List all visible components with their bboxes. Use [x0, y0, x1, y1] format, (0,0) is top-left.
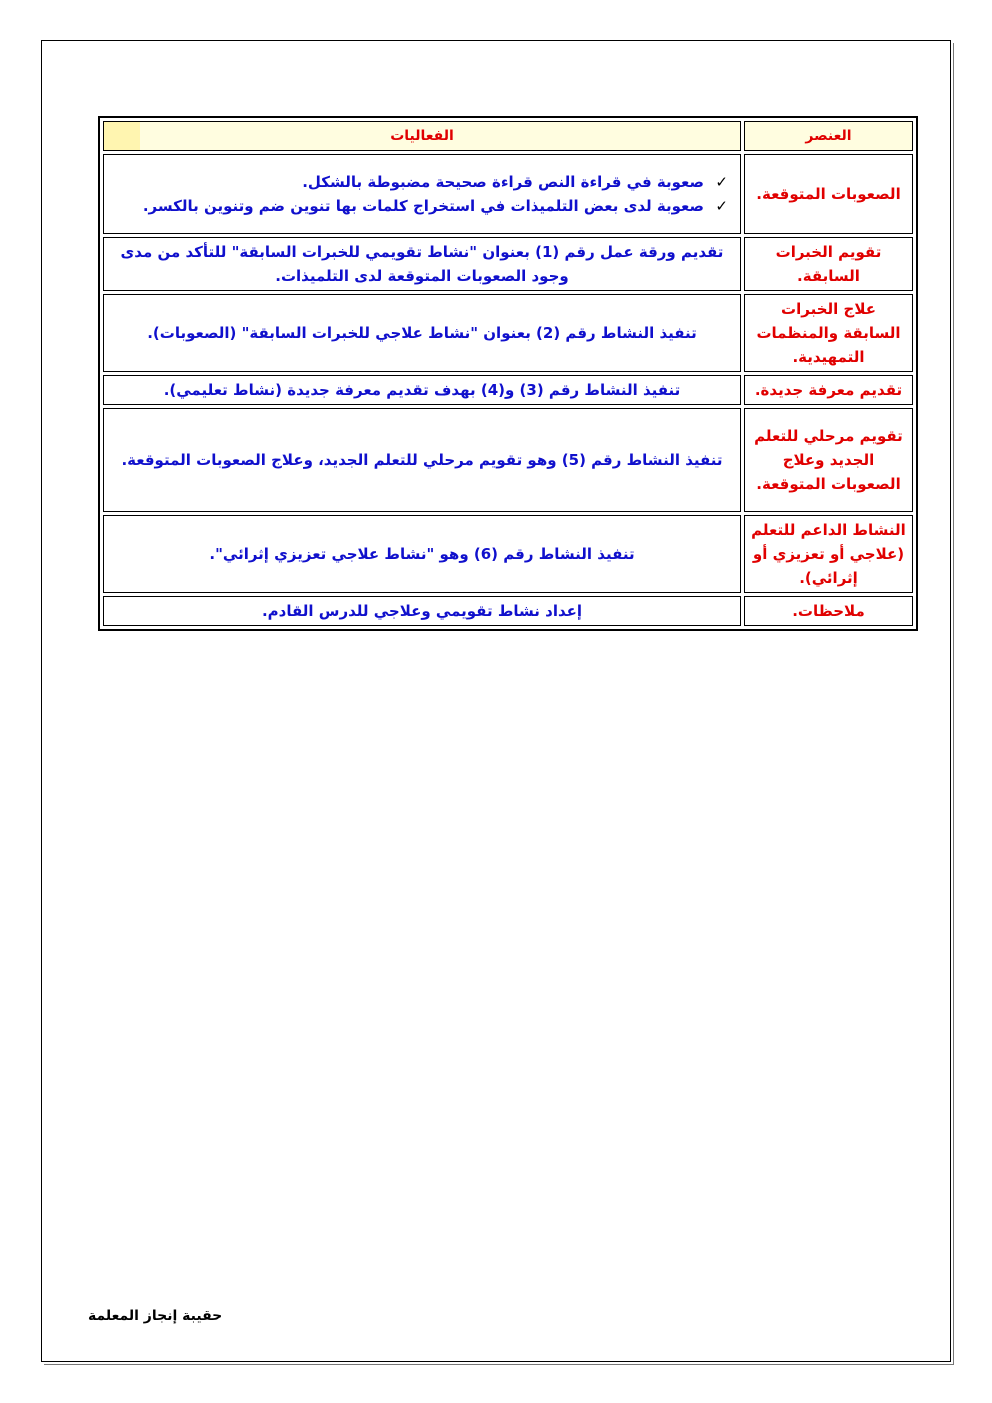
- activity-cell: إعداد نشاط تقويمي وعلاجي للدرس القادم.: [103, 596, 741, 626]
- activity-cell: تقديم ورقة عمل رقم (1) بعنوان "نشاط تقويمي للخبرات السابقة" للتأكد من مدى وجود الصعوبات المتوقعة لدى التلميذات.: [103, 237, 741, 291]
- table-row: [103, 375, 913, 405]
- lesson-plan-table: [98, 116, 918, 631]
- table-header-row: [103, 121, 913, 151]
- table-row: [103, 596, 913, 626]
- activity-cell: تنفيذ النشاط رقم (2) بعنوان "نشاط علاجي للخبرات السابقة" (الصعوبات).: [103, 294, 741, 372]
- header-highlight: [104, 122, 140, 150]
- element-cell: تقديم معرفة جديدة.: [744, 375, 913, 405]
- footer-title: حقيبة إنجاز المعلمة: [88, 1308, 223, 1324]
- list-item: ✓ صعوبة لدى بعض التلميذات في استخراج كلمات بها تنوين ضم وتنوين بالكسر.: [110, 194, 730, 218]
- activity-cell: [103, 154, 741, 234]
- table-row: [103, 408, 913, 512]
- activity-cell: تنفيذ النشاط رقم (3) و(4) بهدف تقديم معرفة جديدة (نشاط تعليمي).: [103, 375, 741, 405]
- table-row: [103, 154, 913, 234]
- element-cell: ملاحظات.: [744, 596, 913, 626]
- activity-cell: تنفيذ النشاط رقم (5) وهو تقويم مرحلي للتعلم الجديد، وعلاج الصعوبات المتوقعة.: [103, 408, 741, 512]
- element-cell: الصعوبات المتوقعة.: [744, 154, 913, 234]
- element-cell: علاج الخبرات السابقة والمنظمات التمهيدية.: [744, 294, 913, 372]
- header-activities: [103, 121, 741, 151]
- activity-cell: تنفيذ النشاط رقم (6) وهو "نشاط علاجي تعزيزي إثرائي".: [103, 515, 741, 593]
- table-row: [103, 294, 913, 372]
- header-activities-label: الفعاليات: [390, 128, 454, 144]
- difficulties-list: [110, 170, 734, 218]
- header-element: العنصر: [744, 121, 913, 151]
- element-cell: تقويم مرحلي للتعلم الجديد وعلاج الصعوبات المتوقعة.: [744, 408, 913, 512]
- table-row: [103, 237, 913, 291]
- element-cell: تقويم الخبرات السابقة.: [744, 237, 913, 291]
- element-cell: النشاط الداعم للتعلم (علاجي أو تعزيزي أو إثرائي).: [744, 515, 913, 593]
- list-item: ✓ صعوبة في قراءة النص قراءة صحيحة مضبوطة بالشكل.: [110, 170, 730, 194]
- table-row: [103, 515, 913, 593]
